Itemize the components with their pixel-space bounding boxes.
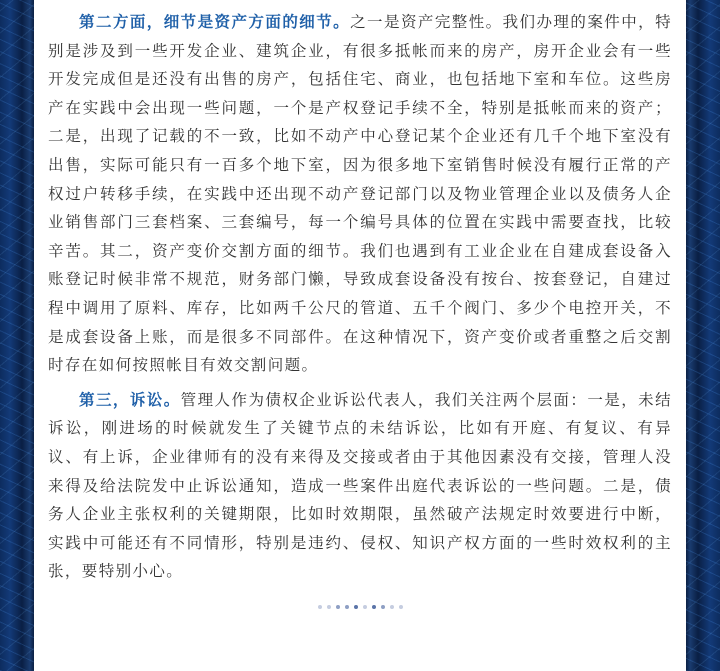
section-2-text: 之一是资产完整性。我们办理的案件中，特别是涉及到一些开发企业、建筑企业，有很多抵帐而来的房产，房开企业会有一些开发完成但是还没有出售的房产，包括住宅、商业，也包括地下室和车位。这些房产在实践中会出现一些问题，一个是产权登记手续不全，特别是抵帐而来的资产；二是，出现了记载的不一致，比如不动产中心登记某个企业还有几千个地下室没有出售，实际可能只有一百多个地下室，因为很多地下室销售时候没有履行正常的产权过户转移手续，在实践中还出现不动产登记部门以及物业管理企业以及债务人企业销售部门三套档案、三套编号，每一个编号具体的位置在实践中需要查找，比较辛苦。其二，资产变价交割方面的细节。我们也遇到有工业企业在自建成套设备入账登记时候非常不规范，财务部门懒，导致成套设备没有按台、按套登记，自建过程中调用了原料、库存，比如两千公尺的管道、五千个阀门、多少个电控开关，不是成套设备上账，而是很多不同部件。在这种情况下，资产变价或者重整之后交割时存在如何按照帐目有效交割问题。 (48, 13, 672, 375)
left-frame-decoration (0, 0, 34, 671)
divider-dot (345, 605, 349, 609)
divider-dot (399, 605, 403, 609)
divider-dot (363, 605, 367, 609)
divider-dot (354, 605, 358, 609)
section-2-heading: 第二方面，细节是资产方面的细节。 (79, 13, 351, 31)
paragraph-section-3 (48, 386, 672, 586)
divider-dot (327, 605, 331, 609)
article-body (48, 8, 672, 592)
right-frame-decoration (686, 0, 720, 671)
divider-dot (336, 605, 340, 609)
divider-dot (390, 605, 394, 609)
divider-dot (318, 605, 322, 609)
section-3-heading: 第三，诉讼。 (79, 390, 181, 409)
divider-dot (381, 605, 385, 609)
divider-dots (0, 605, 720, 609)
divider-dot (372, 605, 376, 609)
section-3-text: 管理人作为债权企业诉讼代表人，我们关注两个层面：一是，未结诉讼，刚进场的时候就发生了关键节点的未结诉讼，比如有开庭、有复议、有异议、有上诉，企业律师有的没有来得及交接或者由于其他因素没有交接，管理人没来得及给法院发中止诉讼通知，造成一些案件出庭代表诉讼的一些问题。二是，债务人企业主张权利的关键期限，比如时效期限，虽然破产法规定时效要进行中断，实践中可能还有不同情形，特别是违约、侵权、知识产权方面的一些时效权利的主张，要特别小心。 (48, 390, 672, 581)
paragraph-section-2 (48, 8, 672, 380)
